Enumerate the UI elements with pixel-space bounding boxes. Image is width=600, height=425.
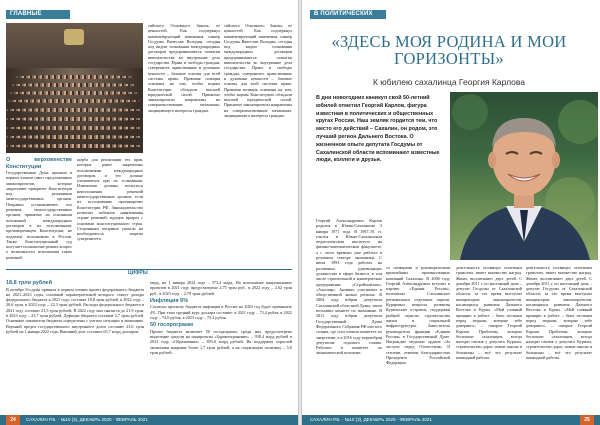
right-column-1 bbox=[316, 218, 382, 408]
article-subtitle: К юбилею сахалинца Георгия Карлова bbox=[372, 77, 526, 87]
article-title: «ЗДЕСЬ МОЯ РОДИНА И МОИ ГОРИЗОНТЫ» bbox=[331, 32, 567, 68]
article-text: сийского Основного Закона, ее ценностей. Как подчеркнул комментирующий изменения спикер Госдумы Вячеслав Володин, сегодня под видом толкования международных договоров предпринимаются попытки вмешательства во внутренние дела государства. Права и свободы граждан, суверенитет, нравственные и духовные ценности – базовые основы для всей системы права. Правовая позиция основана на том, чтобы нормы Конституции обладали высшей юридической силой. Принятые законопроекты направлены на совершенствование механизма, защищающего интересы граждан. bbox=[148, 23, 220, 113]
portrait-illustration bbox=[450, 92, 598, 260]
numbers-text: В октябре Госдума приняла в первом чтении проект федерального бюджета на 2021–2023 годы, основной характеристикой которого станут доходы федерального бюджета в 2021 году, составят 18,8 трлн рублей, в 2022 году – 20,6 трлн, в 2023 году – 22,3 трлн рублей. Расходы федерального бюджета в 2021 году составят 21,5 трлн рублей. В 2022 году они снизятся до 21,9 трлн, в 2023 году – 23,7 трлн рублей. Дефицит бюджета составит 2,7 трлн рублей. Основные показатели бюджета определены с учетом ситуации в экономике. Верхний предел государственного внутреннего долга составит 23,6 трлн рублей на 1 января 2022 года. Внешний долг составит 65,7 млрд долларов. bbox=[6, 286, 144, 334]
left-column-2 bbox=[77, 157, 143, 265]
numbers-text: Проект бюджета включает 50 госпрограмм, среди них предусмотрено выделение средств на нацпроекты «Здравоохранение» – 938,4 млрд рублей в 2021 году, «Образование» – 855,6 млрд рублей. На поддержку отраслей экономики направят более 1,7 трлн рублей, а на социальную политику – 5,0 трлн рублей. bbox=[150, 328, 292, 355]
left-page bbox=[0, 0, 298, 425]
article-text: щерба для реализации тех прав, которые ранее закреплены положениями международных договоров, и это должно учитываться при их толковании. Изменения должны коснуться неисполнения решений межгосударственных органов, если их истолкование противоречит Конституции РФ. Законодательство позволит избежать навязывания стране решений, идущих вразрез с основами конституционного строя. Сторонники поправок указали на необходимость защиты суверенитета. bbox=[77, 157, 143, 242]
footer-right bbox=[302, 415, 600, 425]
section-label-left: ГЛАВНЫЕ bbox=[6, 10, 70, 19]
article-lead: В дни новогодних каникул свой 50-летний юбилей отметил Георгий Карлов, фигура известная в политических и общественных кругах России. Наш земляк гордится тем, что место его действий – Сахалин, он родом, это лучший регион Дальнего Востока. О жизненном опыте депутата Госдумы от Сахалинской области вспоминают известные люди, коллеги и друзья. bbox=[316, 95, 440, 164]
footer-text: САХАЛИН Р.Б. · №10 (3), ДЕКАБРЬ 2020 · ФЕВРАЛЬ 2021 bbox=[310, 417, 432, 422]
article-text: деятельность посвящал почетным грамотам, имеет множество наград. Женат, воспитывает двух детей. С декабря 2011 г. по настоящий день – депутат Госдумы от Сахалинской области, за это время выступил инициатором законопроектов, касающихся развития Дальнего Востока и Курил. «Мой главный принцип в работе – быть честным перед людьми, которые тебе доверяют», – говорит Георгий Карлов. Проблемы, которые беспокоят сахалинцев, всегда находят отклик у депутата. Курилы, строительство дорог, новые школы и больницы – всё это результат командной работы. bbox=[526, 265, 592, 361]
article-text: деятельность посвящал почетным грамотам, имеет множество наград. Женат, воспитывает двух детей. С декабря 2011 г. по настоящий день – депутат Госдумы от Сахалинской области, за это время выступил инициатором законопроектов, касающихся развития Дальнего Востока и Курил. «Мой главный принцип в работе – быть честным перед людьми, которые тебе доверяют», – говорит Георгий Карлов. Проблемы, которые беспокоят сахалинцев, всегда находят отклик у депутата. Курилы, строительство дорог, новые школы и больницы – всё это результат командной работы. bbox=[456, 265, 522, 361]
portrait-photo bbox=[450, 92, 598, 260]
right-column-4 bbox=[526, 265, 592, 408]
left-column-4 bbox=[224, 23, 292, 265]
right-column-2 bbox=[386, 265, 450, 408]
cifry-divider bbox=[6, 269, 292, 277]
left-column-3 bbox=[148, 23, 220, 265]
section-label-right: В ПОЛИТИЧЕСКИХ КРУГАХ bbox=[310, 10, 386, 19]
article-text: сийского Основного Закона, ее ценностей. Как подчеркнул комментирующий изменения спикер Госдумы Вячеслав Володин, сегодня под видом толкования международных договоров предпринимаются попытки вмешательства во внутренние дела государства. Права и свободы граждан, суверенитет, нравственные и духовные ценности – базовые основы для всей системы права. Правовая позиция основана на том, чтобы нормы Конституции обладали высшей юридической силой. Принятые законопроекты направлены на совершенствование механизма, защищающего интересы граждан. bbox=[224, 23, 292, 119]
left-column-1 bbox=[6, 157, 72, 265]
article-text: Государственная Дума приняла в первом чтении пакет предложенных законопроектов, которые закрепляют приоритет Конституции над решениями межгосударственных органов. Поправки устанавливают, что решения межгосударственных органов, принятые на основании положений международных договоров в их истолковании, противоречащем Конституции, не подлежат исполнению в России. Также Конституционный суд получает полномочие решать вопрос о возможности исполнения таких решений. bbox=[6, 170, 72, 260]
numbers-text: Согласно прогнозу бюджета инфляция в России на 2020 год будет превышать 4%. При этом средний курс доллара составит: в 2021 году – 73,4 рубля, в 2022 году – 74,0 рубля, в 2023 году – 75,2 рубля. bbox=[150, 304, 292, 320]
numbers-column-1 bbox=[6, 280, 144, 410]
article-subhead: О верховенстве Конституции bbox=[6, 157, 72, 170]
numbers-subhead: 50 госпрограмм bbox=[150, 322, 194, 329]
numbers-subhead: Инфляция 6% bbox=[150, 297, 189, 304]
page-number: 24 bbox=[6, 415, 20, 425]
article-text: со спикерами и руководителями крупнейших промышленных компаний Сахалина. В 2006 году Георгий Александрович вступил в партию «Единая Россия», возглавлял Сахалинское региональное отделение партии. Курировал вопросы развития Курильских островов, поддержки рыбной отрасли, строительства жилья и социальной инфраструктуры. Заместитель руководителя фракции «Единая Россия» в Государственной Думе. Награжден медалью ордена «За заслуги перед Отечеством» II степени, отмечен благодарностью Президента Российской Федерации. bbox=[386, 265, 450, 366]
article-text: Георгий Александрович Карлов родился в Южно-Сахалинске 3 января 1971 года. В 1987–91 гг. учился в Южно-Сахалинском педагогическом институте на физико-математическом факультете, а с этого времени уже работал в реальном секторе экономики. С июля 1993 года работал на различных руководящих должностях в сфере бизнеса, в том числе строительной и коммерческих предприятиях «Строймонтаж», «Альтаир». Активно участвовал в общественной жизни региона. В 2004 году избран депутатом Сахалинской областной Думы, затем возглавил комитет по экономике. В 2011 году избран депутатом Государственной Думы Федерального Собрания РФ шестого созыва, где стал членом комитета по энергетике, а в 2016 году переизбран депутатом седьмого созыва. Работает в комитете по экономической политике. bbox=[316, 218, 382, 356]
page-number: 25 bbox=[580, 415, 594, 425]
numbers-subhead: 18,8 трлн рублей bbox=[6, 280, 52, 286]
footer-text: САХАЛИН Р.Б. · №10 (3), ДЕКАБРЬ 2020 · ФЕВРАЛЬ 2021 bbox=[26, 417, 148, 422]
footer-left bbox=[0, 415, 298, 425]
numbers-text: мерд, на 1 января 2024 года – 373,4 млрд. На исполнение национальных проектов в 2021 году предусмотрено 2,75 трлн руб., в 2022 году – 2,62 трлн руб., в 2023 году – 2,79 трлн рублей. bbox=[150, 280, 292, 296]
numbers-column-2 bbox=[150, 280, 292, 410]
right-column-3 bbox=[456, 265, 522, 408]
cifry-label: ЦИФРЫ bbox=[124, 270, 152, 276]
duma-hall-photo bbox=[6, 23, 143, 153]
